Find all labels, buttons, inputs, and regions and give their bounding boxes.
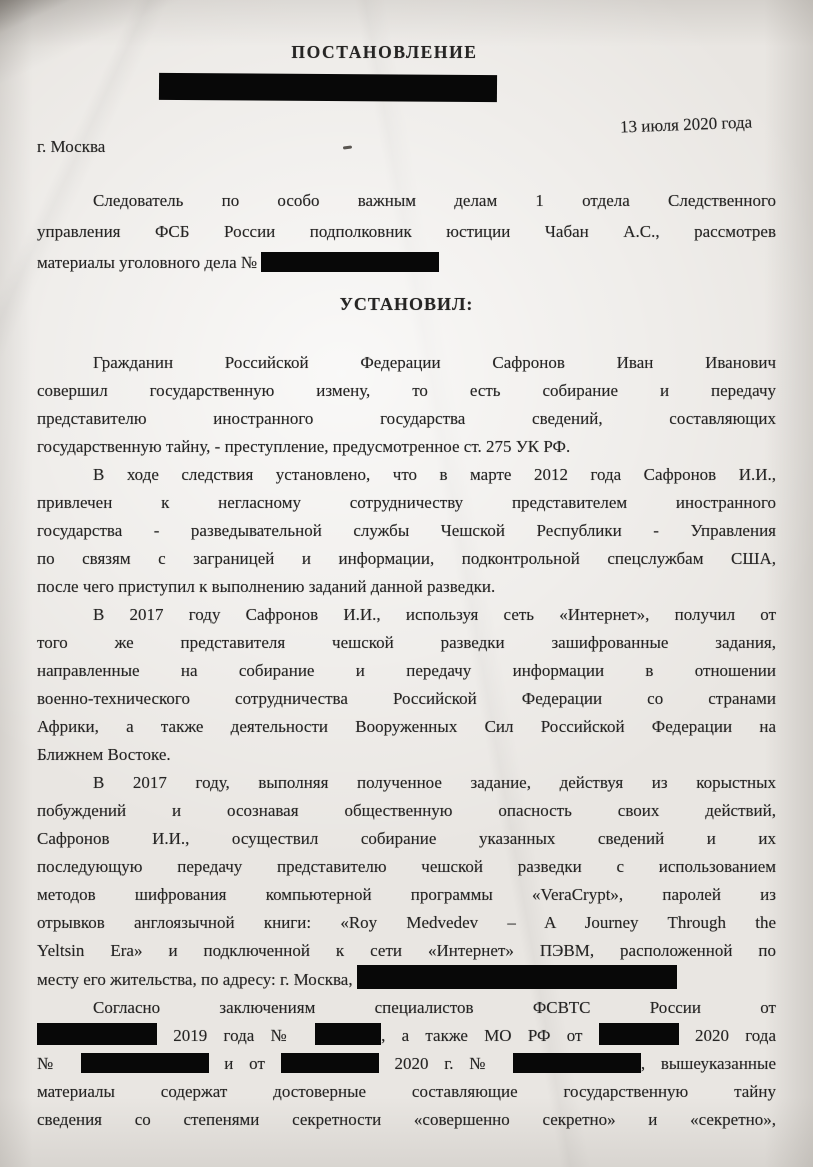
- document-heading: УСТАНОВИЛ:: [339, 294, 474, 314]
- text-line: Следователь по особо важным делам 1 отдела Следственного: [93, 191, 776, 210]
- paragraph: [37, 461, 776, 601]
- text-line: Гражданин Российской Федерации Сафронов Иван Иванович: [93, 353, 776, 372]
- document-body: [37, 349, 776, 1134]
- text-line: В 2017 году Сафронов И.И., используя сеть «Интернет», получил от: [93, 605, 776, 624]
- text-line: материалы уголовного дела №: [37, 247, 776, 278]
- text-line: последующую передачу представителю чешской разведки с использованием: [37, 857, 776, 876]
- text-line: по связям с заграницей и информации, подконтрольной спецслужбам США,: [37, 549, 776, 568]
- text-line: отрывков англоязычной книги: «Roy Medvedev – A Journey Through the: [37, 913, 776, 932]
- redaction-bar: [37, 1023, 157, 1045]
- text-line: государственную тайну, - преступление, предусмотренное ст. 275 УК РФ.: [37, 437, 571, 456]
- text-line: материалы содержат достоверные составляющие государственную тайну: [37, 1082, 776, 1101]
- redaction-bar: [261, 252, 439, 272]
- paragraph: [37, 349, 776, 461]
- text-line: месту его жительства, по адресу: г. Москва,: [37, 965, 776, 994]
- text-line: направленные на собирание и передачу информации в отношении: [37, 661, 776, 680]
- document-city: г. Москва: [37, 137, 106, 156]
- document-content: [37, 0, 776, 1134]
- redaction-bar: [281, 1053, 379, 1073]
- text-line: Ближнем Востоке.: [37, 745, 171, 764]
- text-line: военно-технического сотрудничества Российской Федерации со странами: [37, 689, 776, 708]
- redaction-bar: [159, 73, 497, 102]
- text-line: методов шифрования компьютерной программы «VeraCrypt», паролей из: [37, 885, 776, 904]
- text-line: В 2017 году, выполняя полученное задание, действуя из корыстных: [93, 773, 776, 792]
- redaction-bar: [315, 1023, 381, 1045]
- text-line: после чего приступил к выполнению заданий данной разведки.: [37, 577, 496, 596]
- redaction-bar: [513, 1053, 641, 1073]
- text-line: представителю иностранного государства сведений, составляющих: [37, 409, 776, 428]
- text-line: 2019 года № , а также МО РФ от 2020 года: [37, 1022, 776, 1050]
- redaction-bar: [357, 965, 677, 989]
- paragraph: [37, 769, 776, 994]
- text-line: сведения со степенями секретности «совершенно секретно» и «секретно»,: [37, 1110, 776, 1129]
- text-line: управления ФСБ России подполковник юстиции Чабан А.С., рассмотрев: [37, 222, 776, 241]
- text-line: Yeltsin Era» и подключенной к сети «Интернет» ПЭВМ, расположенной по: [37, 941, 776, 960]
- text-line: Африки, а также деятельности Вооруженных Сил Российской Федерации на: [37, 717, 776, 736]
- text-line: № и от 2020 г. № , вышеуказанные: [37, 1054, 776, 1073]
- text-line: привлечен к негласному сотрудничеству представителем иностранного: [37, 493, 776, 512]
- text-line: побуждений и осознавая общественную опасность своих действий,: [37, 801, 776, 820]
- preamble-paragraph: [37, 185, 776, 278]
- text-line: В ходе следствия установлено, что в марте 2012 года Сафронов И.И.,: [93, 465, 776, 484]
- paragraph: [37, 601, 776, 769]
- text-line: Согласно заключениям специалистов ФСВТС России от: [93, 998, 776, 1017]
- paragraph: [37, 185, 776, 278]
- text-line: Сафронов И.И., осуществил собирание указанных сведений и их: [37, 829, 776, 848]
- document-meta-row: [37, 112, 776, 161]
- text-line: государства - разведывательной службы Чешской Республики - Управления: [37, 521, 776, 540]
- document-date: 13 июля 2020 года: [619, 112, 753, 137]
- redaction-bar: [81, 1053, 209, 1073]
- text-line: того же представителя чешской разведки зашифрованные задания,: [37, 633, 776, 652]
- text-line: совершил государственную измену, то есть собирание и передачу: [37, 381, 776, 400]
- document-title: ПОСТАНОВЛЕНИЕ: [291, 42, 478, 62]
- redaction-bar: [599, 1023, 679, 1045]
- paragraph: [37, 994, 776, 1134]
